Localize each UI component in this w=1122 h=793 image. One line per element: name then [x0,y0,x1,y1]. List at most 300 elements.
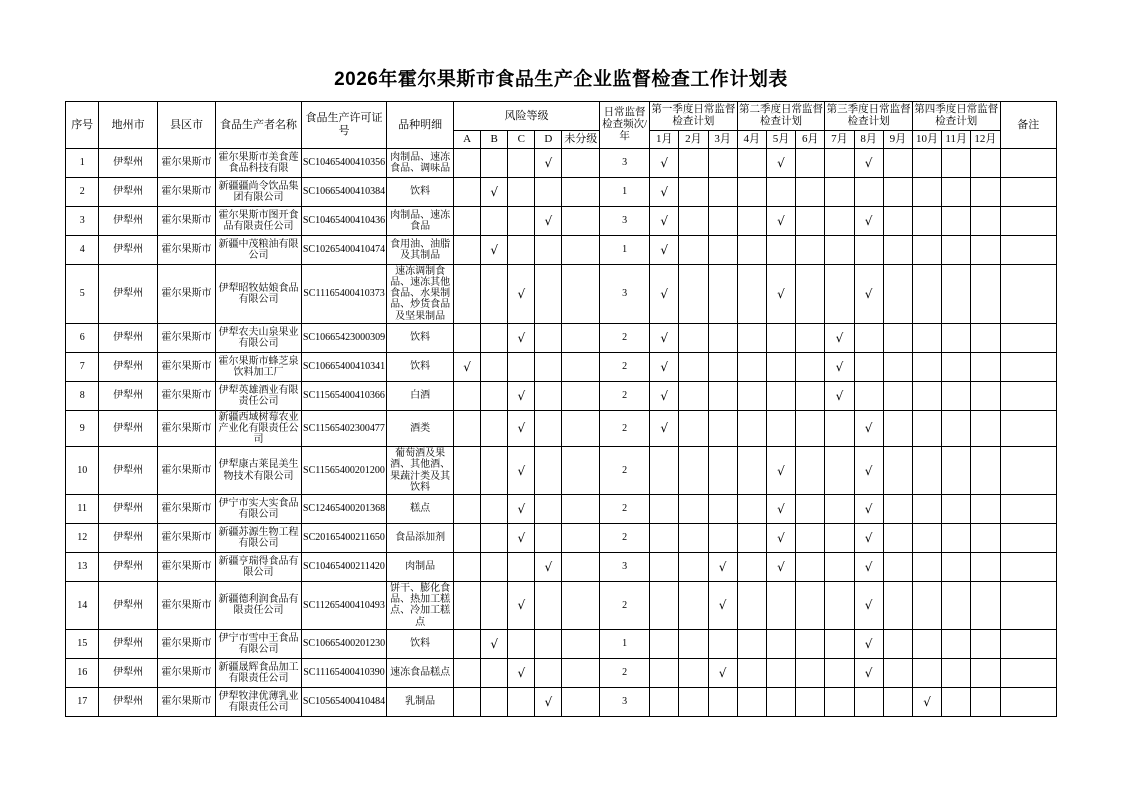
col-header-risk-c: C [508,131,535,149]
cell-risk-unrated [562,495,600,524]
cell-month-7: √ [825,352,854,381]
col-header-q2: 第二季度日常监督检查计划 [737,102,825,131]
cell-month-7 [825,687,854,716]
cell-frequency: 2 [600,658,650,687]
cell-month-1: √ [650,148,679,177]
cell-month-2 [679,553,708,582]
cell-month-8 [854,352,883,381]
cell-note [1000,264,1056,323]
cell-month-12 [971,553,1000,582]
cell-license: SC11565400410366 [301,381,387,410]
col-header-month-2: 2月 [679,131,708,149]
cell-month-6 [796,553,825,582]
cell-frequency: 1 [600,177,650,206]
cell-frequency: 2 [600,582,650,630]
cell-license: SC10465400410436 [301,206,387,235]
cell-month-7 [825,629,854,658]
cell-risk-d [535,658,562,687]
cell-month-12 [971,148,1000,177]
table-row [66,323,1057,352]
cell-month-6 [796,264,825,323]
cell-month-1 [650,524,679,553]
cell-month-4 [737,381,766,410]
cell-category: 酒类 [387,410,454,447]
cell-month-8: √ [854,658,883,687]
cell-risk-a [454,410,481,447]
col-header-month-4: 4月 [737,131,766,149]
cell-month-10 [912,264,941,323]
col-header-month-7: 7月 [825,131,854,149]
cell-county: 霍尔果斯市 [157,629,215,658]
cell-month-6 [796,582,825,630]
cell-month-9 [883,235,912,264]
cell-month-4 [737,582,766,630]
cell-month-4 [737,235,766,264]
cell-county: 霍尔果斯市 [157,206,215,235]
cell-month-12 [971,582,1000,630]
cell-month-11 [942,524,971,553]
cell-month-2 [679,235,708,264]
cell-county: 霍尔果斯市 [157,524,215,553]
cell-month-4 [737,323,766,352]
cell-frequency: 3 [600,148,650,177]
cell-prefecture: 伊犁州 [99,658,157,687]
cell-risk-unrated [562,447,600,495]
cell-month-10 [912,148,941,177]
cell-seq: 12 [66,524,99,553]
col-header-q1: 第一季度日常监督检查计划 [650,102,738,131]
cell-month-8 [854,687,883,716]
cell-entity: 新疆疆尚令饮品集团有限公司 [216,177,302,206]
cell-risk-c: √ [508,381,535,410]
cell-month-7 [825,206,854,235]
cell-risk-unrated [562,524,600,553]
cell-month-1: √ [650,235,679,264]
cell-risk-unrated [562,177,600,206]
cell-risk-c [508,352,535,381]
table-row [66,582,1057,630]
cell-month-2 [679,447,708,495]
cell-prefecture: 伊犁州 [99,264,157,323]
cell-month-9 [883,524,912,553]
cell-month-9 [883,629,912,658]
cell-county: 霍尔果斯市 [157,323,215,352]
cell-entity: 霍尔果斯市美食莲食品科技有限 [216,148,302,177]
cell-month-5: √ [766,148,795,177]
cell-risk-c: √ [508,524,535,553]
cell-month-7 [825,264,854,323]
cell-month-3 [708,148,737,177]
table-row [66,352,1057,381]
cell-category: 饼干、膨化食品、热加工糕点、冷加工糕点 [387,582,454,630]
cell-month-12 [971,495,1000,524]
cell-month-2 [679,524,708,553]
cell-risk-c: √ [508,495,535,524]
table-row [66,447,1057,495]
table-row [66,381,1057,410]
cell-risk-d [535,264,562,323]
cell-risk-b [481,410,508,447]
cell-month-2 [679,687,708,716]
cell-risk-c: √ [508,582,535,630]
cell-month-4 [737,658,766,687]
cell-county: 霍尔果斯市 [157,553,215,582]
cell-county: 霍尔果斯市 [157,410,215,447]
cell-risk-a [454,553,481,582]
cell-month-10 [912,381,941,410]
cell-month-6 [796,629,825,658]
cell-entity: 伊犁英雄酒业有限责任公司 [216,381,302,410]
cell-month-3 [708,323,737,352]
cell-prefecture: 伊犁州 [99,553,157,582]
cell-category: 肉制品、速冻食品、调味品 [387,148,454,177]
col-header-month-6: 6月 [796,131,825,149]
cell-month-5: √ [766,524,795,553]
cell-month-7 [825,235,854,264]
cell-month-8: √ [854,495,883,524]
cell-month-11 [942,177,971,206]
cell-prefecture: 伊犁州 [99,177,157,206]
cell-month-7 [825,553,854,582]
cell-risk-b [481,524,508,553]
cell-note [1000,629,1056,658]
col-header-risk: 风险等级 [454,102,600,131]
col-header-q3: 第三季度日常监督检查计划 [825,102,913,131]
cell-month-5 [766,629,795,658]
cell-month-2 [679,495,708,524]
cell-prefecture: 伊犁州 [99,381,157,410]
cell-month-12 [971,177,1000,206]
col-header-risk-d: D [535,131,562,149]
cell-month-11 [942,495,971,524]
cell-entity: 新疆亨瑞得食品有限公司 [216,553,302,582]
cell-prefecture: 伊犁州 [99,582,157,630]
cell-month-10 [912,658,941,687]
cell-month-3 [708,410,737,447]
cell-month-5 [766,687,795,716]
cell-month-7 [825,495,854,524]
cell-risk-a [454,658,481,687]
cell-month-6 [796,447,825,495]
cell-risk-a [454,447,481,495]
cell-month-8: √ [854,264,883,323]
cell-frequency: 2 [600,495,650,524]
cell-risk-b [481,206,508,235]
cell-month-11 [942,687,971,716]
cell-seq: 17 [66,687,99,716]
cell-month-7: √ [825,323,854,352]
cell-month-9 [883,658,912,687]
cell-county: 霍尔果斯市 [157,264,215,323]
cell-frequency: 2 [600,524,650,553]
cell-license: SC11165400410373 [301,264,387,323]
cell-license: SC10465400410356 [301,148,387,177]
cell-month-12 [971,381,1000,410]
cell-month-5 [766,410,795,447]
cell-risk-b [481,658,508,687]
cell-note [1000,582,1056,630]
cell-month-9 [883,264,912,323]
cell-month-6 [796,352,825,381]
cell-month-8 [854,323,883,352]
cell-month-12 [971,352,1000,381]
cell-frequency: 2 [600,447,650,495]
page-title: 2026年霍尔果斯市食品生产企业监督检查工作计划表 [334,69,788,90]
cell-risk-d [535,447,562,495]
cell-month-9 [883,381,912,410]
cell-month-11 [942,206,971,235]
cell-month-3 [708,495,737,524]
cell-month-6 [796,687,825,716]
cell-risk-d [535,524,562,553]
cell-note [1000,148,1056,177]
cell-risk-a [454,148,481,177]
cell-month-7 [825,582,854,630]
cell-risk-unrated [562,658,600,687]
cell-risk-a: √ [454,352,481,381]
cell-note [1000,658,1056,687]
cell-category: 食品添加剂 [387,524,454,553]
cell-month-7 [825,148,854,177]
cell-seq: 8 [66,381,99,410]
cell-month-1: √ [650,177,679,206]
cell-month-12 [971,658,1000,687]
cell-risk-c [508,553,535,582]
cell-entity: 霍尔果斯市蜂芝泉饮料加工厂 [216,352,302,381]
cell-month-12 [971,687,1000,716]
cell-seq: 16 [66,658,99,687]
cell-category: 葡萄酒及果酒、其他酒、果蔬汁类及其饮料 [387,447,454,495]
cell-month-9 [883,553,912,582]
cell-month-12 [971,264,1000,323]
cell-month-5 [766,381,795,410]
cell-month-8 [854,381,883,410]
cell-county: 霍尔果斯市 [157,235,215,264]
cell-prefecture: 伊犁州 [99,629,157,658]
cell-month-10 [912,352,941,381]
cell-license: SC12465400201368 [301,495,387,524]
cell-month-11 [942,235,971,264]
cell-prefecture: 伊犁州 [99,206,157,235]
cell-month-3: √ [708,553,737,582]
cell-county: 霍尔果斯市 [157,658,215,687]
cell-risk-a [454,629,481,658]
cell-month-2 [679,410,708,447]
cell-category: 白酒 [387,381,454,410]
cell-month-5: √ [766,553,795,582]
cell-month-1 [650,582,679,630]
cell-category: 乳制品 [387,687,454,716]
cell-note [1000,553,1056,582]
cell-month-6 [796,148,825,177]
cell-month-1: √ [650,352,679,381]
table-row [66,264,1057,323]
cell-risk-a [454,582,481,630]
cell-note [1000,410,1056,447]
table-row [66,148,1057,177]
cell-risk-a [454,323,481,352]
cell-month-3 [708,352,737,381]
cell-month-1 [650,687,679,716]
cell-month-6 [796,658,825,687]
cell-month-8: √ [854,629,883,658]
cell-month-4 [737,148,766,177]
cell-frequency: 1 [600,235,650,264]
cell-county: 霍尔果斯市 [157,687,215,716]
cell-month-2 [679,381,708,410]
cell-risk-b [481,264,508,323]
cell-county: 霍尔果斯市 [157,177,215,206]
cell-prefecture: 伊犁州 [99,235,157,264]
cell-entity: 新疆西域树莓农业产业化有限责任公司 [216,410,302,447]
col-header-month-5: 5月 [766,131,795,149]
cell-month-2 [679,352,708,381]
cell-risk-c: √ [508,410,535,447]
col-header-county: 县区市 [157,102,215,149]
cell-month-7 [825,658,854,687]
cell-month-9 [883,495,912,524]
table-row [66,687,1057,716]
col-header-q4: 第四季度日常监督检查计划 [912,102,1000,131]
cell-seq: 15 [66,629,99,658]
cell-month-9 [883,148,912,177]
cell-entity: 伊犁牧津优薄乳业有限责任公司 [216,687,302,716]
cell-category: 肉制品、速冻食品 [387,206,454,235]
cell-note [1000,447,1056,495]
cell-risk-a [454,687,481,716]
cell-entity: 新疆中茂粮油有限公司 [216,235,302,264]
cell-month-8: √ [854,410,883,447]
cell-month-11 [942,352,971,381]
cell-prefecture: 伊犁州 [99,323,157,352]
cell-month-11 [942,553,971,582]
cell-risk-b: √ [481,177,508,206]
cell-frequency: 3 [600,553,650,582]
cell-risk-c [508,206,535,235]
cell-risk-c [508,235,535,264]
cell-risk-unrated [562,687,600,716]
cell-risk-d: √ [535,206,562,235]
cell-risk-unrated [562,264,600,323]
cell-month-3 [708,206,737,235]
cell-risk-d: √ [535,148,562,177]
cell-risk-c: √ [508,447,535,495]
cell-seq: 10 [66,447,99,495]
cell-month-12 [971,206,1000,235]
cell-month-5 [766,352,795,381]
table-row [66,524,1057,553]
cell-county: 霍尔果斯市 [157,148,215,177]
cell-entity: 伊犁昭牧姑娘食品有限公司 [216,264,302,323]
cell-risk-a [454,264,481,323]
cell-prefecture: 伊犁州 [99,495,157,524]
cell-risk-b [481,352,508,381]
cell-prefecture: 伊犁州 [99,524,157,553]
cell-license: SC10665400410341 [301,352,387,381]
cell-seq: 9 [66,410,99,447]
cell-month-10 [912,553,941,582]
cell-month-8 [854,235,883,264]
col-header-month-12: 12月 [971,131,1000,149]
cell-month-12 [971,629,1000,658]
cell-month-10 [912,177,941,206]
cell-month-12 [971,447,1000,495]
cell-month-10 [912,447,941,495]
cell-month-2 [679,177,708,206]
cell-risk-b [481,148,508,177]
cell-risk-c [508,148,535,177]
cell-prefecture: 伊犁州 [99,148,157,177]
cell-risk-b [481,381,508,410]
cell-month-7 [825,524,854,553]
cell-month-9 [883,206,912,235]
cell-license: SC11265400410493 [301,582,387,630]
cell-month-2 [679,264,708,323]
cell-category: 糕点 [387,495,454,524]
cell-month-10 [912,410,941,447]
cell-month-11 [942,381,971,410]
cell-seq: 2 [66,177,99,206]
cell-month-6 [796,235,825,264]
col-header-license: 食品生产许可证号 [301,102,387,149]
cell-license: SC10665423000309 [301,323,387,352]
col-header-risk-a: A [454,131,481,149]
cell-month-8: √ [854,447,883,495]
cell-month-5 [766,582,795,630]
cell-risk-b [481,495,508,524]
cell-month-10 [912,629,941,658]
cell-note [1000,524,1056,553]
cell-note [1000,495,1056,524]
cell-month-3 [708,235,737,264]
cell-risk-a [454,381,481,410]
cell-month-2 [679,582,708,630]
cell-month-6 [796,177,825,206]
cell-month-11 [942,264,971,323]
cell-risk-unrated [562,235,600,264]
cell-category: 饮料 [387,177,454,206]
cell-month-7: √ [825,381,854,410]
cell-month-4 [737,177,766,206]
cell-entity: 新疆苏源生物工程有限公司 [216,524,302,553]
cell-risk-d [535,582,562,630]
cell-county: 霍尔果斯市 [157,447,215,495]
cell-risk-c: √ [508,658,535,687]
cell-risk-d [535,629,562,658]
cell-month-3 [708,177,737,206]
cell-frequency: 2 [600,381,650,410]
cell-month-9 [883,323,912,352]
cell-county: 霍尔果斯市 [157,495,215,524]
cell-risk-d [535,177,562,206]
cell-month-1 [650,658,679,687]
cell-risk-unrated [562,381,600,410]
cell-seq: 3 [66,206,99,235]
cell-risk-d: √ [535,687,562,716]
cell-risk-b: √ [481,235,508,264]
cell-month-4 [737,447,766,495]
cell-risk-c: √ [508,264,535,323]
cell-month-9 [883,177,912,206]
cell-license: SC11565400201200 [301,447,387,495]
cell-entity: 伊犁康古莱昆美生物技术有限公司 [216,447,302,495]
cell-month-6 [796,323,825,352]
cell-month-9 [883,582,912,630]
col-header-entity: 食品生产者名称 [216,102,302,149]
cell-month-8: √ [854,524,883,553]
cell-month-8: √ [854,582,883,630]
cell-month-9 [883,687,912,716]
